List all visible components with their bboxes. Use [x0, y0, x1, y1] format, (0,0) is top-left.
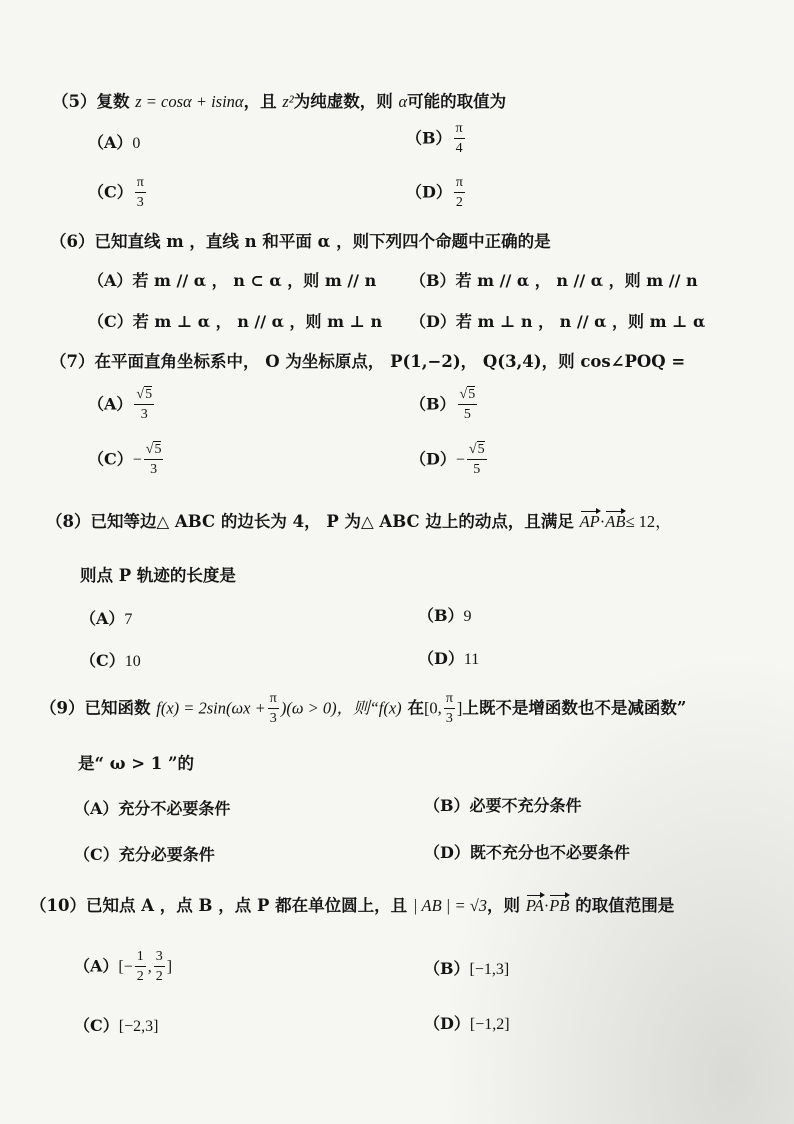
option-label: （A）: [88, 133, 133, 152]
option-text: 充分不必要条件: [118, 799, 231, 818]
option-label: （B）: [424, 959, 470, 978]
option-d: [410, 309, 705, 332]
option-a: [88, 268, 376, 291]
option-b: [410, 388, 479, 422]
option-value: 10: [124, 653, 141, 670]
fraction: $\frac{√5}{3}$: [145, 442, 162, 477]
option-b: [410, 268, 698, 291]
option-label: （B）: [410, 271, 456, 290]
option-d: [424, 1011, 510, 1034]
option-d: （D）− $\frac{√5}{5}$: [410, 442, 485, 477]
question-10: （10）已知点 A ，点 B ，点 P 都在单位圆上，且 | AB | = √3，则 PA·PB 的取值范围是: [30, 896, 675, 915]
option-a: [74, 796, 230, 819]
option-label: （B）: [410, 394, 456, 414]
option-label: （C）: [80, 651, 125, 670]
option-value: 0: [132, 135, 141, 152]
option-text: 充分必要条件: [118, 845, 215, 864]
option-b: [424, 793, 582, 816]
fraction: $\frac{\pi}{3}$: [445, 691, 453, 726]
formula: α: [398, 92, 408, 111]
question-9-line2: [78, 750, 194, 774]
fraction: $\frac{3}{2}$: [155, 949, 163, 984]
vector-ap: AP: [579, 512, 600, 531]
option-label: （A）: [88, 271, 133, 290]
option-label: （B）: [418, 606, 464, 625]
option-value: [−1,2]: [469, 1016, 510, 1033]
question-text: 已知点 A ，点 B ，点 P 都在单位圆上，且: [85, 896, 408, 915]
formula: z = cosα + isinα: [135, 92, 244, 111]
option-c: [80, 648, 141, 671]
option-label: （A）: [80, 609, 125, 628]
option-label: （C）: [88, 312, 133, 331]
option-text: 既不充分也不必要条件: [469, 843, 630, 862]
fraction: $\frac{\pi}{3}$: [136, 175, 144, 210]
question-number: （9）: [40, 698, 85, 718]
option-label: （C）: [88, 449, 133, 469]
question-text: 已知等边△ ABC 的边长为 4， P 为△ ABC 边上的动点，且满足: [90, 512, 574, 531]
option-c: [74, 842, 215, 865]
fraction: $\frac{\pi}{4}$: [455, 121, 463, 156]
option-label: （A）: [88, 394, 133, 414]
fraction: $\frac{√5}{5}$: [468, 442, 485, 477]
option-c: [88, 309, 382, 332]
formula: ]: [456, 698, 463, 718]
option-a: [80, 606, 132, 629]
formula: )(ω > 0)，则“: [280, 698, 379, 718]
question-text: ，且: [243, 92, 277, 111]
formula: z²: [282, 92, 294, 111]
question-text: 已知直线 m ，直线 n 和平面 α ，则下列四个命题中正确的是: [94, 232, 551, 251]
formula: [0,: [423, 698, 442, 718]
option-text: 若 m // α ， n // α ，则 m // n: [455, 271, 698, 290]
option-label: （A）: [74, 799, 119, 818]
fraction: $\frac{1}{2}$: [136, 949, 144, 984]
option-text: 若 m ⊥ α ， n // α ，则 m ⊥ n: [132, 312, 383, 331]
option-label: （C）: [74, 1016, 119, 1035]
option-text: 若 m // α ， n ⊂ α ，则 m // n: [132, 271, 377, 290]
question-8: （8）已知等边△ ABC 的边长为 4， P 为△ ABC 边上的动点，且满足 AP·AB≤ 12，: [46, 512, 672, 531]
option-d: [406, 176, 467, 210]
option-value: 9: [463, 608, 472, 625]
option-label: （D）: [410, 312, 456, 331]
fraction: $\frac{\pi}{3}$: [269, 691, 277, 726]
vector-ab: AB: [605, 512, 626, 531]
option-label: （A）: [74, 956, 119, 976]
question-text: 复数: [96, 92, 130, 111]
formula: f(x) = 2sin(ωx +: [156, 698, 266, 718]
option-value: [−2,3]: [118, 1018, 159, 1035]
fraction: $\frac{\pi}{2}$: [455, 175, 463, 210]
option-label: （B）: [406, 128, 452, 148]
option-value: 7: [124, 611, 133, 628]
question-text: 为纯虚数，则: [293, 92, 393, 111]
option-d: [424, 840, 630, 863]
question-text: 上既不是增函数也不是减函数”: [462, 698, 687, 718]
question-text: 可能的取值为: [407, 92, 507, 111]
option-b: [406, 122, 467, 156]
question-text: ，则: [487, 896, 521, 915]
option-label: （B）: [424, 796, 470, 815]
question-text: 在平面直角坐标系中， O 为坐标原点， P(1,−2)， Q(3,4)，则 cos∠POQ =: [94, 352, 686, 371]
option-d: [418, 646, 479, 669]
option-label: （D）: [406, 182, 452, 202]
option-label: （D）: [410, 449, 456, 469]
question-number: （5）: [52, 92, 97, 111]
option-text: 必要不充分条件: [469, 796, 582, 815]
question-text: ≤ 12，: [625, 512, 672, 531]
fraction: $\frac{√5}{3}$: [136, 387, 153, 422]
formula: f(x): [378, 698, 402, 718]
option-c: （C）− $\frac{√5}{3}$: [88, 442, 162, 477]
option-c: [74, 1013, 158, 1036]
option-a: [88, 130, 140, 153]
fraction: $\frac{√5}{5}$: [459, 387, 476, 422]
question-text: 在: [407, 698, 424, 718]
option-value: [−1,3]: [469, 961, 510, 978]
option-a: （A）[− $\frac{1}{2}$ , $\frac{3}{2}$ ]: [74, 949, 173, 984]
question-number: （6）: [50, 232, 95, 251]
option-label: （C）: [74, 845, 119, 864]
option-c: [88, 176, 148, 210]
option-b: [418, 603, 472, 626]
option-label: （D）: [424, 843, 470, 862]
question-8-line2: [80, 562, 236, 586]
question-6: [50, 228, 551, 252]
question-number: （10）: [30, 896, 86, 915]
question-text: 的取值范围是: [569, 896, 675, 915]
question-number: （8）: [46, 512, 91, 531]
vector-pa: PA: [525, 896, 544, 915]
question-text: 则点 P 轨迹的长度是: [80, 566, 236, 585]
option-text: 若 m ⊥ n ， n // α ，则 m ⊥ α: [455, 312, 706, 331]
option-b: [424, 956, 509, 979]
question-9: [40, 692, 686, 726]
question-number: （7）: [50, 352, 95, 371]
formula: | AB | = √3: [412, 896, 488, 915]
question-5: [52, 88, 506, 112]
option-label: （D）: [418, 649, 464, 668]
option-a: [88, 388, 156, 422]
option-value: 11: [463, 651, 480, 668]
vector-pb: PB: [549, 896, 570, 915]
option-label: （D）: [424, 1014, 470, 1033]
question-7: [50, 348, 685, 372]
option-label: （C）: [88, 182, 133, 202]
question-text: 已知函数: [84, 698, 151, 718]
question-text: 是“ ω > 1 ”的: [78, 754, 194, 773]
